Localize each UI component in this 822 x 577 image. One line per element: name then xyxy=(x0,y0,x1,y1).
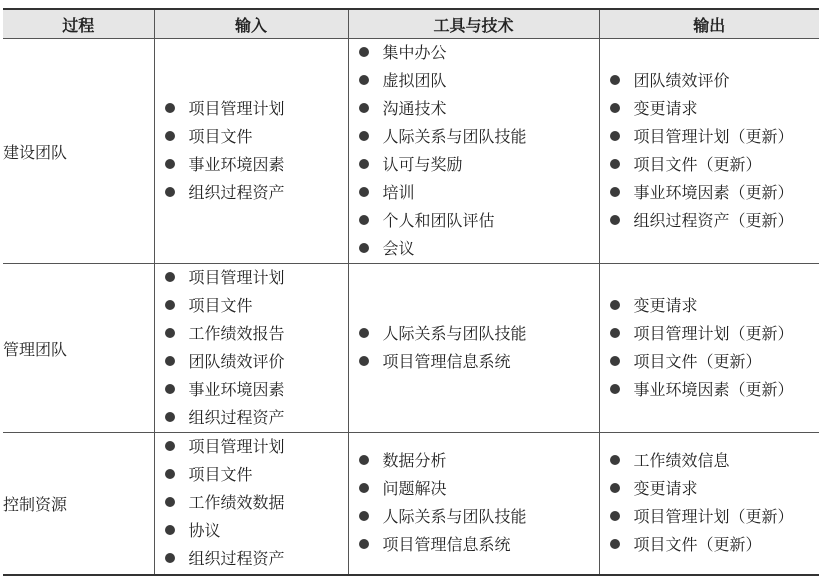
list-item xyxy=(165,461,348,489)
list-item xyxy=(359,123,599,151)
bullet-icon xyxy=(165,103,175,113)
bullet-icon xyxy=(610,356,620,366)
bullet-icon xyxy=(610,328,620,338)
bullet-icon xyxy=(610,131,620,141)
table-row xyxy=(3,39,819,264)
list-item xyxy=(359,207,599,235)
bullet-icon xyxy=(165,469,175,479)
list-item-text: 人际关系与团队技能 xyxy=(382,324,527,343)
table-row xyxy=(3,264,819,433)
list-item-text: 组织过程资产 xyxy=(188,408,285,427)
list-item xyxy=(165,348,348,376)
bullet-icon xyxy=(359,131,369,141)
list-item-text: 问题解决 xyxy=(382,479,447,499)
list-item-text: 会议 xyxy=(382,239,415,258)
list-item xyxy=(610,320,820,348)
bullet-icon xyxy=(165,441,175,451)
list-item xyxy=(610,475,820,503)
list-item xyxy=(165,545,348,573)
list-item xyxy=(610,67,820,95)
outputs-cell xyxy=(599,39,819,264)
list-item xyxy=(610,95,820,123)
table-row xyxy=(3,433,819,575)
list-item-text: 虚拟团队 xyxy=(382,71,447,90)
outputs-list xyxy=(600,292,820,404)
list-item-text: 人际关系与团队技能 xyxy=(382,127,527,146)
list-item-text: 项目管理计划（更新） xyxy=(633,127,794,146)
outputs-list xyxy=(600,447,820,559)
list-item xyxy=(610,348,820,376)
list-item-text: 项目管理信息系统 xyxy=(382,535,511,555)
bullet-icon xyxy=(359,75,369,85)
header-inputs: 输入 xyxy=(154,9,348,39)
list-item xyxy=(359,447,599,475)
list-item-text: 工作绩效信息 xyxy=(633,451,730,471)
header-row xyxy=(3,9,819,39)
bullet-icon xyxy=(359,47,369,57)
list-item xyxy=(359,95,599,123)
list-item xyxy=(359,179,599,207)
list-item-text: 培训 xyxy=(382,183,415,202)
bullet-icon xyxy=(165,272,175,282)
bullet-icon xyxy=(165,328,175,338)
list-item-text: 人际关系与团队技能 xyxy=(382,507,527,527)
list-item-text: 变更请求 xyxy=(633,479,698,499)
bullet-icon xyxy=(610,159,620,169)
list-item xyxy=(610,179,820,207)
bullet-icon xyxy=(359,159,369,169)
list-item xyxy=(165,489,348,517)
list-item-text: 认可与奖励 xyxy=(382,155,463,174)
list-item xyxy=(165,95,348,123)
process-cell: 建设团队 xyxy=(3,39,154,264)
list-item xyxy=(359,39,599,67)
list-item-text: 组织过程资产 xyxy=(188,183,285,202)
list-item xyxy=(165,292,348,320)
list-item xyxy=(359,475,599,503)
bullet-icon xyxy=(165,131,175,141)
list-item-text: 组织过程资产（更新） xyxy=(633,211,794,230)
bullet-icon xyxy=(610,384,620,394)
list-item xyxy=(610,207,820,235)
bullet-icon xyxy=(165,384,175,394)
list-item-text: 工作绩效数据 xyxy=(188,493,285,513)
list-item xyxy=(359,531,599,559)
inputs-list xyxy=(155,433,348,573)
list-item-text: 事业环境因素 xyxy=(188,380,285,399)
list-item xyxy=(165,151,348,179)
list-item xyxy=(165,264,348,292)
list-item xyxy=(359,503,599,531)
list-item-text: 集中办公 xyxy=(382,43,447,62)
process-cell: 管理团队 xyxy=(3,264,154,433)
bullet-icon xyxy=(359,103,369,113)
bullet-icon xyxy=(610,75,620,85)
list-item xyxy=(165,179,348,207)
list-item-text: 项目管理计划 xyxy=(188,268,285,287)
process-cell: 控制资源 xyxy=(3,433,154,575)
list-item-text: 项目文件（更新） xyxy=(633,535,762,555)
list-item xyxy=(165,123,348,151)
bullet-icon xyxy=(165,412,175,422)
list-item xyxy=(165,433,348,461)
bullet-icon xyxy=(610,300,620,310)
list-item-text: 项目管理计划 xyxy=(188,99,285,118)
header-process: 过程 xyxy=(3,9,154,39)
list-item-text: 变更请求 xyxy=(633,296,698,315)
list-item xyxy=(610,292,820,320)
inputs-cell xyxy=(154,264,348,433)
process-table xyxy=(3,8,819,576)
tools-list xyxy=(349,320,599,376)
bullet-icon xyxy=(165,187,175,197)
list-item-text: 项目管理信息系统 xyxy=(382,352,511,371)
list-item xyxy=(359,235,599,263)
bullet-icon xyxy=(359,483,369,493)
list-item-text: 项目管理计划（更新） xyxy=(633,507,794,527)
bullet-icon xyxy=(165,553,175,563)
outputs-list xyxy=(600,67,820,235)
bullet-icon xyxy=(359,243,369,253)
tools-cell xyxy=(348,264,599,433)
list-item xyxy=(165,404,348,432)
list-item-text: 项目文件 xyxy=(188,296,253,315)
bullet-icon xyxy=(610,483,620,493)
list-item xyxy=(359,320,599,348)
bullet-icon xyxy=(610,215,620,225)
list-item-text: 事业环境因素 xyxy=(188,155,285,174)
inputs-list xyxy=(155,264,348,432)
list-item-text: 项目文件 xyxy=(188,465,253,485)
bullet-icon xyxy=(165,356,175,366)
tools-cell xyxy=(348,433,599,575)
outputs-cell xyxy=(599,264,819,433)
bullet-icon xyxy=(165,159,175,169)
bullet-icon xyxy=(610,511,620,521)
bullet-icon xyxy=(359,356,369,366)
list-item-text: 项目管理计划 xyxy=(188,437,285,457)
bullet-icon xyxy=(359,455,369,465)
list-item xyxy=(165,320,348,348)
list-item xyxy=(359,348,599,376)
list-item xyxy=(359,67,599,95)
list-item-text: 个人和团队评估 xyxy=(382,211,495,230)
bullet-icon xyxy=(359,328,369,338)
bullet-icon xyxy=(610,539,620,549)
list-item xyxy=(610,503,820,531)
list-item-text: 项目文件（更新） xyxy=(633,155,762,174)
list-item-text: 工作绩效报告 xyxy=(188,324,285,343)
list-item-text: 项目管理计划（更新） xyxy=(633,324,794,343)
inputs-cell xyxy=(154,433,348,575)
tools-cell xyxy=(348,39,599,264)
list-item-text: 沟通技术 xyxy=(382,99,447,118)
tools-list xyxy=(349,447,599,559)
bullet-icon xyxy=(165,525,175,535)
list-item-text: 团队绩效评价 xyxy=(188,352,285,371)
list-item xyxy=(359,151,599,179)
bullet-icon xyxy=(359,215,369,225)
list-item-text: 团队绩效评价 xyxy=(633,71,730,90)
list-item xyxy=(610,447,820,475)
list-item-text: 事业环境因素（更新） xyxy=(633,183,794,202)
list-item-text: 变更请求 xyxy=(633,99,698,118)
list-item xyxy=(610,531,820,559)
list-item xyxy=(165,376,348,404)
tools-list xyxy=(349,39,599,263)
header-tools: 工具与技术 xyxy=(348,9,599,39)
list-item-text: 项目文件 xyxy=(188,127,253,146)
list-item xyxy=(610,151,820,179)
list-item xyxy=(165,517,348,545)
list-item-text: 数据分析 xyxy=(382,451,447,471)
list-item-text: 项目文件（更新） xyxy=(633,352,762,371)
bullet-icon xyxy=(359,539,369,549)
bullet-icon xyxy=(610,455,620,465)
list-item xyxy=(610,376,820,404)
bullet-icon xyxy=(359,511,369,521)
list-item xyxy=(610,123,820,151)
header-outputs: 输出 xyxy=(599,9,819,39)
list-item-text: 组织过程资产 xyxy=(188,549,285,569)
bullet-icon xyxy=(165,497,175,507)
inputs-list xyxy=(155,95,348,207)
inputs-cell xyxy=(154,39,348,264)
outputs-cell xyxy=(599,433,819,575)
list-item-text: 事业环境因素（更新） xyxy=(633,380,794,399)
bullet-icon xyxy=(359,187,369,197)
bullet-icon xyxy=(610,187,620,197)
bullet-icon xyxy=(610,103,620,113)
bullet-icon xyxy=(165,300,175,310)
list-item-text: 协议 xyxy=(188,521,221,541)
